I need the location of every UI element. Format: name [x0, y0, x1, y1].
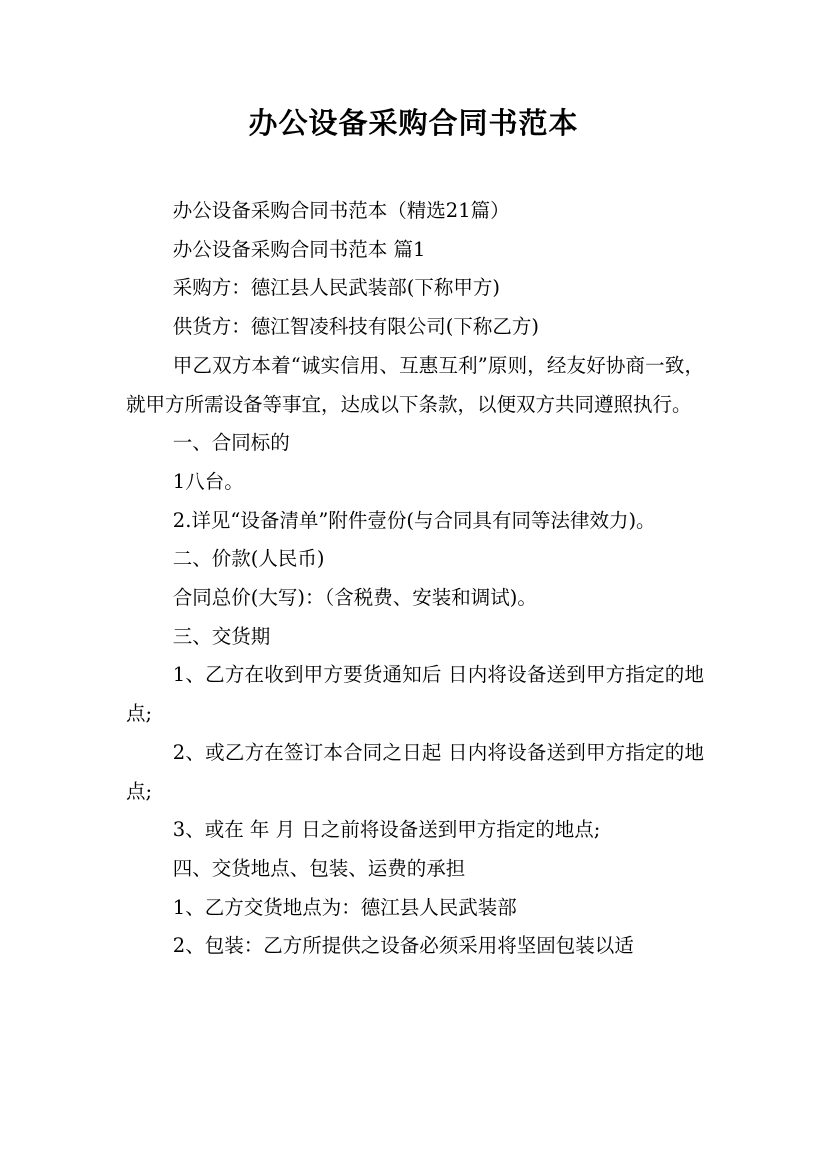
paragraph-item-3-2: 2、或乙方在签订本合同之日起 日内将设备送到甲方指定的地点;: [126, 740, 704, 803]
paragraph-preamble: 甲乙双方本着“诚实信用、互惠互利”原则，经友好协商一致，就甲方所需设备等事宜，达成以下条款，以便双方共同遵照执行。: [126, 353, 704, 416]
paragraph-heading-2: 二、价款(人民币): [172, 547, 325, 571]
paragraph-heading-4: 四、交货地点、包装、运费的承担: [172, 856, 466, 880]
paragraph-item-1-1: 1八台。: [172, 469, 244, 493]
paragraph-buyer: 采购方：德江县人民武装部(下称甲方): [172, 276, 501, 300]
document-title: 办公设备采购合同书范本: [248, 106, 579, 140]
paragraph-item-4-1: 1、乙方交货地点为：德江县人民武装部: [172, 895, 517, 919]
paragraph-total-price: 合同总价(大写)：（含税费、安装和调试)。: [172, 586, 537, 610]
paragraph-item-1-2: 2.详见“设备清单”附件壹份(与合同具有同等法律效力)。: [172, 508, 656, 532]
paragraph-supplier: 供货方：德江智凌科技有限公司(下称乙方): [172, 315, 540, 339]
document-body: [126, 192, 704, 966]
paragraph-item-3-1: 1、乙方在收到甲方要货通知后 日内将设备送到甲方指定的地点;: [126, 663, 704, 726]
paragraph-item-4-2: 2、包装：乙方所提供之设备必须采用将坚固包装以适: [172, 934, 634, 958]
paragraph-heading-1: 一、合同标的: [172, 431, 290, 455]
paragraph-item-3-3: 3、或在 年 月 日之前将设备送到甲方指定的地点;: [172, 818, 601, 842]
paragraph-section-heading: 办公设备采购合同书范本 篇1: [172, 237, 426, 261]
paragraph-heading-3: 三、交货期: [172, 624, 271, 648]
paragraph-subtitle: 办公设备采购合同书范本（精选21篇）: [172, 199, 510, 222]
